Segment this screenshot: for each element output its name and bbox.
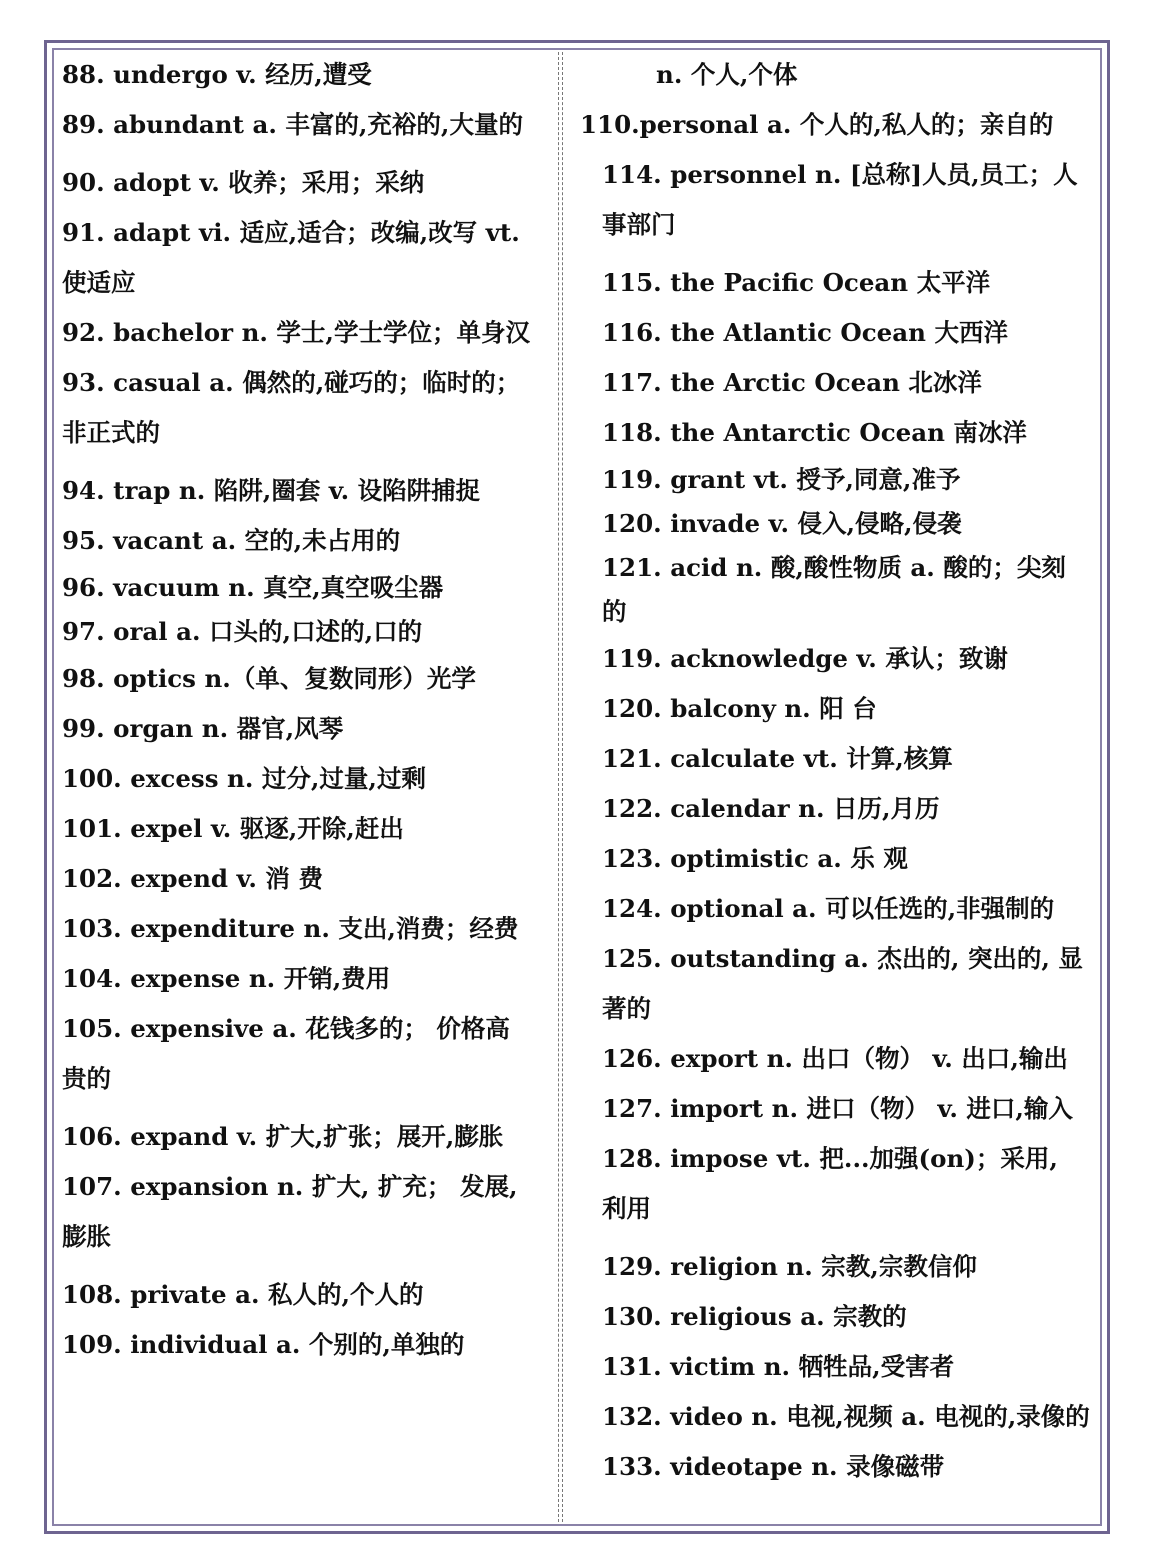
vocab-entry: 109. individual a. 个别的,单独的	[62, 1330, 465, 1359]
left-column	[62, 50, 530, 1370]
vocab-entry: 98. optics n.（单、复数同形）光学	[62, 664, 476, 693]
vocab-entry: 108. private a. 私人的,个人的	[62, 1280, 424, 1309]
vocab-entry: 123. optimistic a. 乐 观	[602, 844, 908, 873]
right-column	[580, 50, 1090, 1492]
vocab-entry: 117. the Arctic Ocean 北冰洋	[602, 368, 982, 397]
column-divider	[558, 52, 563, 1522]
vocab-entry: 105. expensive a. 花钱多的； 价格高贵的	[62, 1014, 510, 1093]
vocab-entry-continuation: n. 个人,个体	[656, 60, 798, 89]
vocab-entry: 93. casual a. 偶然的,碰巧的；临时的；非正式的	[62, 368, 521, 447]
vocab-entry: 97. oral a. 口头的,口述的,口的	[62, 617, 423, 646]
vocab-entry: 132. video n. 电视,视频 a. 电视的,录像的	[602, 1402, 1090, 1431]
vocab-entry: 94. trap n. 陷阱,圈套 v. 设陷阱捕捉	[62, 476, 481, 505]
vocab-entry: 95. vacant a. 空的,未占用的	[62, 526, 401, 555]
vocab-entry: 104. expense n. 开销,费用	[62, 964, 391, 993]
vocab-entry: 88. undergo v. 经历,遭受	[62, 60, 372, 89]
vocab-entry: 96. vacuum n. 真空,真空吸尘器	[62, 573, 444, 602]
vocab-entry: 89. abundant a. 丰富的,充裕的,大量的	[62, 110, 523, 139]
vocab-entry: 121. calculate vt. 计算,核算	[602, 744, 953, 773]
vocab-entry: 100. excess n. 过分,过量,过剩	[62, 764, 426, 793]
vocab-entry: 129. religion n. 宗教,宗教信仰	[602, 1252, 977, 1281]
vocab-entry: 110.personal a. 个人的,私人的；亲自的	[580, 110, 1054, 139]
vocab-entry: 130. religious a. 宗教的	[602, 1302, 907, 1331]
vocab-entry: 120. invade v. 侵入,侵略,侵袭	[602, 509, 962, 538]
vocab-entry: 131. victim n. 牺牲品,受害者	[602, 1352, 955, 1381]
vocab-entry: 114. personnel n. [总称]人员,员工；人事部门	[602, 160, 1078, 239]
vocab-entry: 103. expenditure n. 支出,消费；经费	[62, 914, 519, 943]
vocab-entry: 121. acid n. 酸,酸性物质 a. 酸的；尖刻的	[602, 553, 1066, 626]
vocab-entry: 124. optional a. 可以任选的,非强制的	[602, 894, 1055, 923]
vocab-entry: 118. the Antarctic Ocean 南冰洋	[602, 418, 1027, 447]
vocab-entry: 106. expand v. 扩大,扩张；展开,膨胀	[62, 1122, 504, 1151]
vocab-entry: 107. expansion n. 扩大, 扩充； 发展,膨胀	[62, 1172, 518, 1251]
vocab-entry: 127. import n. 进口（物） v. 进口,输入	[602, 1094, 1073, 1123]
vocab-entry: 91. adapt vi. 适应,适合；改编,改写 vt. 使适应	[62, 218, 520, 297]
vocab-entry: 92. bachelor n. 学士,学士学位；单身汉	[62, 318, 530, 347]
vocab-entry: 90. adopt v. 收养；采用；采纳	[62, 168, 425, 197]
vocab-entry: 126. export n. 出口（物） v. 出口,输出	[602, 1044, 1068, 1073]
vocab-entry: 122. calendar n. 日历,月历	[602, 794, 940, 823]
vocab-entry: 128. impose vt. 把...加强(on)；采用, 利用	[602, 1144, 1058, 1223]
vocab-entry: 115. the Pacific Ocean 太平洋	[602, 268, 991, 297]
vocab-entry: 120. balcony n. 阳 台	[602, 694, 877, 723]
vocab-entry: 119. acknowledge v. 承认；致谢	[602, 644, 1008, 673]
vocab-entry: 99. organ n. 器官,风琴	[62, 714, 344, 743]
vocab-entry: 116. the Atlantic Ocean 大西洋	[602, 318, 1008, 347]
vocab-entry: 101. expel v. 驱逐,开除,赶出	[62, 814, 404, 843]
vocab-entry: 125. outstanding a. 杰出的, 突出的, 显著的	[602, 944, 1083, 1023]
vocab-entry: 133. videotape n. 录像磁带	[602, 1452, 945, 1481]
vocab-entry: 102. expend v. 消 费	[62, 864, 323, 893]
vocab-entry: 119. grant vt. 授予,同意,准予	[602, 465, 961, 494]
